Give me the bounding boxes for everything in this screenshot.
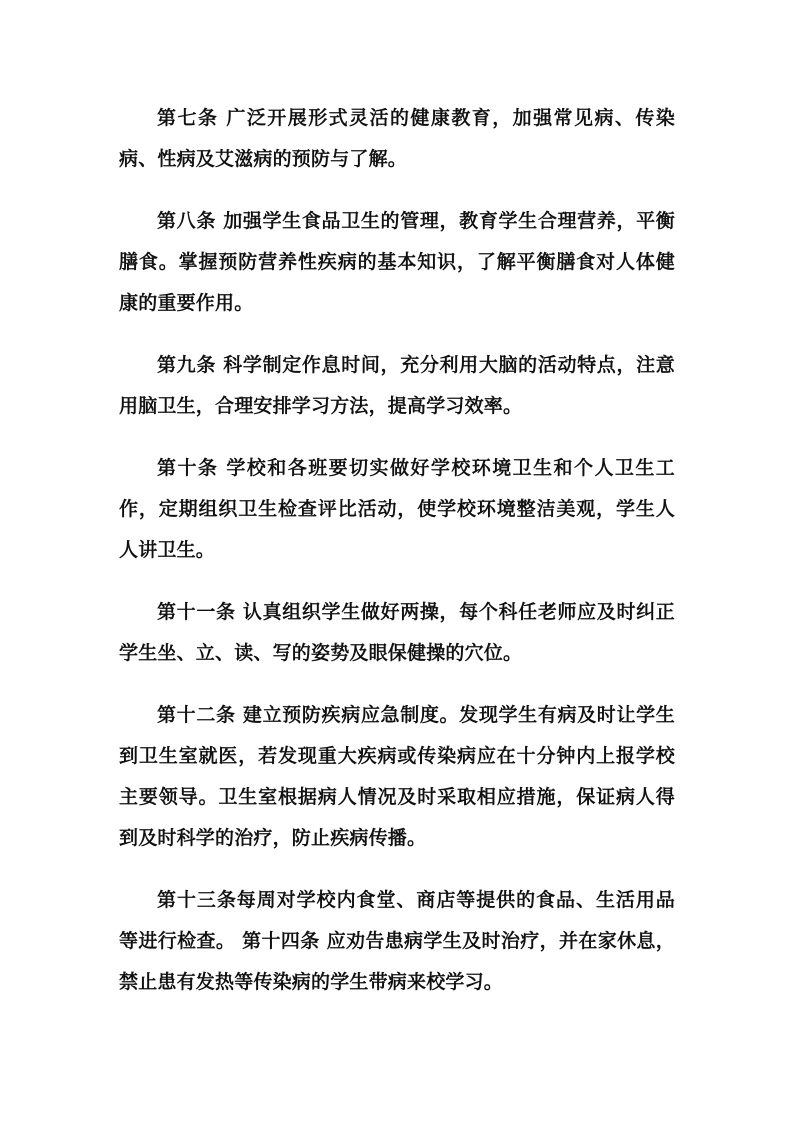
article-13-14-paragraph: 第十三条每周对学校内食堂、商店等提供的食品、生活用品等进行检查。 第十四条 应劝告患病学生及时治疗，并在家休息，禁止患有发热等传染病的学生带病来校学习。 [119,889,675,993]
article-7-paragraph: 第七条 广泛开展形式灵活的健康教育，加强常见病、传染病、性病及艾滋病的预防与了解。 [119,107,675,170]
article-12-paragraph: 第十二条 建立预防疾病应急制度。发现学生有病及时让学生到卫生室就医，若发现重大疾病或传染病应在十分钟内上报学校主要领导。卫生室根据病人情况及时采取相应措施，保证病人得到及时科学的治疗，防止疾病传播。 [119,704,675,849]
document-body [119,98,675,1024]
article-9-paragraph: 第九条 科学制定作息时间，充分利用大脑的活动特点，注意用脑卫生，合理安排学习方法，提高学习效率。 [119,354,675,417]
article-11-paragraph: 第十一条 认真组织学生做好两操，每个科任老师应及时纠正学生坐、立、读、写的姿势及眼保健操的穴位。 [119,601,675,664]
article-8-paragraph: 第八条 加强学生食品卫生的管理，教育学生合理营养，平衡膳食。掌握预防营养性疾病的基本知识，了解平衡膳食对人体健康的重要作用。 [119,210,675,314]
article-10-paragraph: 第十条 学校和各班要切实做好学校环境卫生和个人卫生工作，定期组织卫生检查评比活动，使学校环境整洁美观，学生人人讲卫生。 [119,457,675,561]
